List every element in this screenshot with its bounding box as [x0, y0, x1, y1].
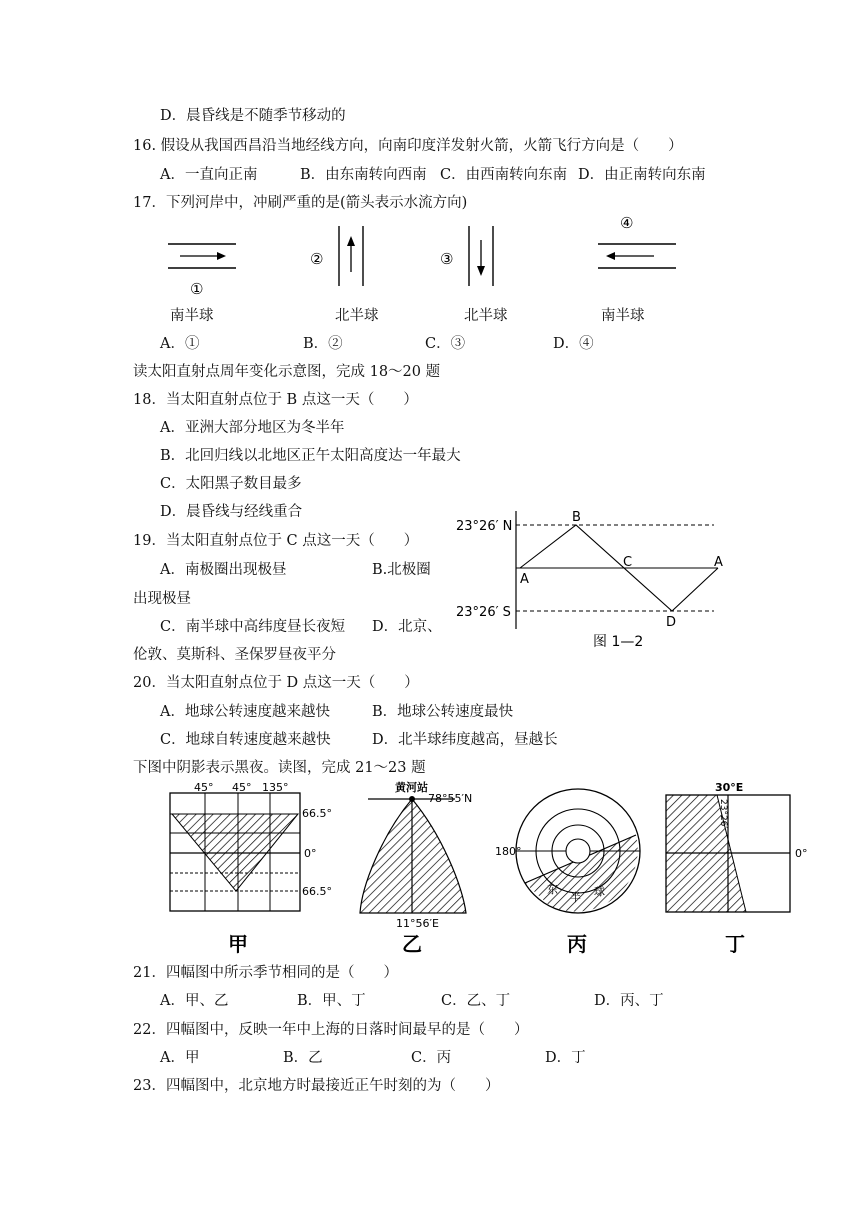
fig12-caption: 图 1—2 [593, 634, 644, 650]
q21-option-d: D．丙、丁 [594, 993, 664, 1009]
ding-lat-eq: 0° [795, 847, 808, 860]
q18-stem: 18．当太阳直射点位于 B 点这一天（ ） [133, 392, 418, 408]
fig12-north-label: 23°26′ N [456, 519, 513, 534]
bing-char-1: 东 [547, 883, 558, 896]
q20-option-a: A．地球公转速度越来越快 [160, 704, 330, 720]
q22-stem: 22．四幅图中，反映一年中上海的日落时间最早的是（ ） [133, 1022, 529, 1038]
q19-option-d-part2: 伦敦、莫斯科、圣保罗昼夜平分 [133, 647, 336, 663]
q16-option-d: D．由正南转向东南 [578, 167, 706, 183]
q23-stem: 23．四幅图中，北京地方时最接近正午时刻的为（ ） [133, 1078, 500, 1094]
bing-label: 丙 [567, 932, 587, 956]
q22-option-c: C．丙 [411, 1050, 452, 1066]
fig12-point-d: D [666, 615, 677, 630]
yi-station: 黄河站 [395, 781, 428, 794]
map-yi [360, 780, 472, 956]
fig12-point-a2: A [714, 555, 723, 570]
bing-char-3: 球 [594, 885, 605, 898]
map-bing [495, 789, 640, 956]
q17-hemisphere-1: 南半球 [170, 308, 214, 324]
q20-option-b: B．地球公转速度最快 [372, 704, 514, 720]
q17-hemisphere-2: 北半球 [335, 308, 379, 324]
q17-stem: 17．下列河岸中，冲刷严重的是(箭头表示水流方向) [133, 195, 468, 211]
q19-option-b-part2: 出现极昼 [133, 591, 191, 607]
map-jia [170, 781, 332, 956]
fig12-point-c: C [623, 555, 633, 570]
q18-option-c: C．太阳黑子数目最多 [160, 476, 302, 492]
yi-lon: 11°56′E [396, 917, 439, 930]
fig12-point-a1: A [520, 572, 529, 587]
q17-label-2: ② [310, 250, 324, 268]
q19-option-a: A．南极圈出现极昼 [160, 562, 287, 578]
four-maps-figure [150, 775, 810, 960]
q22-option-d: D．丁 [545, 1050, 586, 1066]
bing-lon: 180° [495, 845, 522, 858]
intro-18-20: 读太阳直射点周年变化示意图，完成 18～20 题 [133, 364, 441, 380]
q21-stem: 21．四幅图中所示季节相同的是（ ） [133, 965, 398, 981]
yi-label: 乙 [402, 932, 422, 956]
map-ding [666, 781, 808, 956]
fig12-south-label: 23°26′ S [456, 605, 511, 620]
jia-lat-eq: 0° [304, 847, 317, 860]
q20-stem: 20．当太阳直射点位于 D 点这一天（ ） [133, 675, 419, 691]
q17-option-b: B．② [303, 336, 343, 352]
q21-option-b: B．甲、丁 [297, 993, 366, 1009]
q18-option-b: B．北回归线以北地区正午太阳高度达一年最大 [160, 448, 461, 464]
q19-option-b-part1: B.北极圈 [372, 562, 431, 578]
q21-option-c: C．乙、丁 [441, 993, 511, 1009]
q19-option-c: C．南半球中高纬度昼长夜短 [160, 619, 346, 635]
q16-option-b: B．由东南转向西南 [300, 167, 427, 183]
jia-lon-2: 45° [232, 781, 252, 794]
q20-option-c: C．地球自转速度越来越快 [160, 732, 331, 748]
q20-option-d: D．北半球纬度越高，昼越长 [372, 732, 558, 748]
q19-stem: 19．当太阳直射点位于 C 点这一天（ ） [133, 533, 419, 549]
q16-option-a: A．一直向正南 [160, 167, 258, 183]
yi-lat: 78°55′N [428, 792, 473, 805]
q17-label-1: ① [190, 280, 204, 298]
q22-option-b: B．乙 [283, 1050, 323, 1066]
q16-option-c: C．由西南转向东南 [440, 167, 568, 183]
jia-lat-top: 66.5° [302, 807, 332, 820]
jia-lon-3: 135° [262, 781, 289, 794]
sun-direct-point-figure [450, 505, 735, 665]
q22-option-a: A．甲 [160, 1050, 200, 1066]
q16-stem: 16. 假设从我国西昌沿当地经线方向，向南印度洋发射火箭，火箭飞行方向是（ ） [133, 138, 683, 154]
fig12-point-b: B [572, 510, 581, 525]
q17-option-a: A．① [160, 336, 200, 352]
intro-21-23: 下图中阴影表示黑夜。读图，完成 21～23 题 [133, 760, 426, 776]
bing-char-2: 半 [570, 891, 581, 904]
jia-label: 甲 [228, 932, 248, 956]
ding-angle: 23°26′ [718, 799, 728, 829]
q17-label-3: ③ [440, 250, 454, 268]
q17-hemisphere-4: 南半球 [601, 308, 645, 324]
jia-lon-1: 45° [194, 781, 214, 794]
q17-label-4: ④ [620, 214, 634, 232]
ding-label: 丁 [725, 932, 745, 956]
jia-lat-bot: 66.5° [302, 885, 332, 898]
q18-option-a: A．亚洲大部分地区为冬半年 [160, 420, 345, 436]
q17-hemisphere-3: 北半球 [464, 308, 508, 324]
q15-option-d: D．晨昏线是不随季节移动的 [160, 108, 346, 124]
q17-option-c: C．③ [425, 336, 466, 352]
q18-option-d: D．晨昏线与经线重合 [160, 504, 303, 520]
ding-lon: 30°E [715, 781, 744, 794]
q19-option-d-part1: D．北京、 [372, 619, 442, 635]
q21-option-a: A．甲、乙 [160, 993, 229, 1009]
q17-option-d: D．④ [553, 336, 594, 352]
